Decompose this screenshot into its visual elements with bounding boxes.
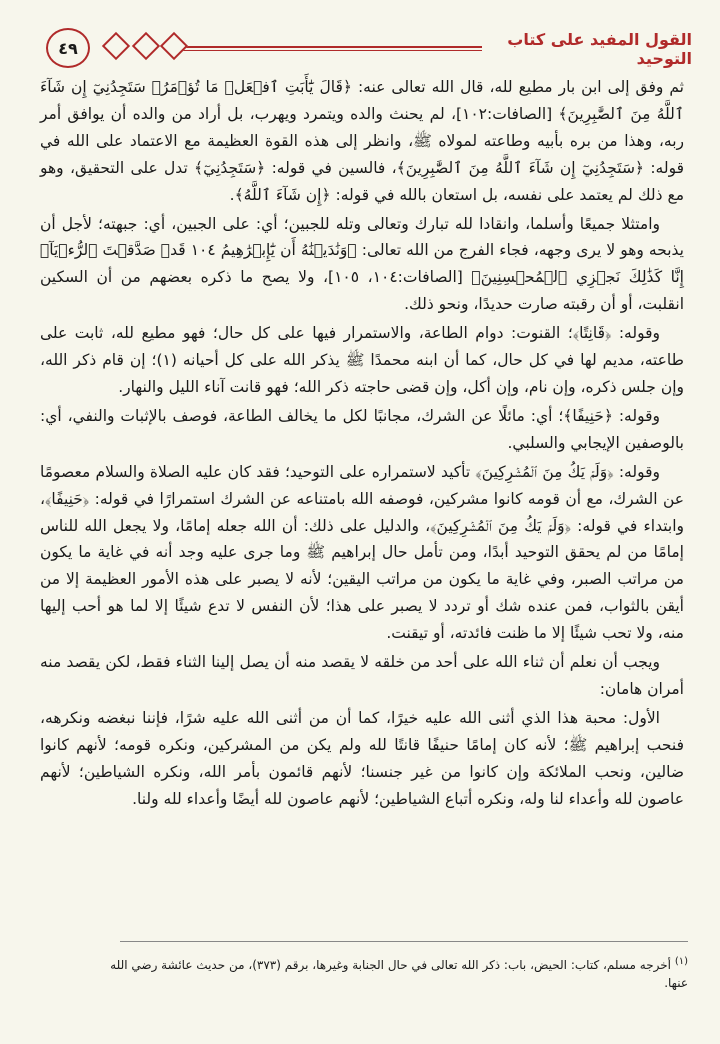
paragraph: وقوله: ﴿وَلَمۡ يَكُ مِنَ ٱلۡمُشۡرِكِينَ﴾ تأكيد لاستمراره على التوحيد؛ فقد كان عليه الصلاة والسلام معصومًا عن الشرك، مع أن قومه كانوا مشركين، فوصفه الله بامتناعه عن الشرك استمرارًا في قوله: ﴿حَنِيفًا﴾، وابتداء في قوله: ﴿وَلَمۡ يَكُ مِنَ ٱلۡمُشۡرِكِينَ﴾، والدليل على ذلك: أن الله جعله إمامًا، ولا يجعل الله للناس إمامًا من لم يحقق التوحيد أبدًا، ومن تأمل حال إبراهيم ﷺ وما جرى عليه وجد أنه في غاية ما يكون من مراتب الصبر، وفي غاية ما يكون من مراتب اليقين؛ لأنه لا يصبر على هذه الأمور العظيمة إلا من أيقن بالثواب، فمن عنده شك أو تردد لا يصبر على هذا؛ لأن النفس لا تدع شيئًا إلا لما هو أحب إليها منه، ولا تحب شيئًا إلا ما ظنت فائدته، أو تيقنت. — [40, 462, 684, 643]
body-text — [40, 72, 684, 814]
diamond-ornament-icon — [102, 32, 130, 60]
paragraph: وقوله: ﴿حَنِيفًا﴾؛ أي: مائلًا عن الشرك، مجانبًا لكل ما يخالف الطاعة، فوصف بالإثبات والنفي، أي: بالوصفين الإيجابي والسلبي. — [40, 406, 684, 452]
page-number: ٤٩ — [46, 28, 90, 68]
paragraph: وامتثلا جميعًا وأسلما، وانقادا لله تبارك وتعالى وتله للجبين؛ أي: على الجبين، أي: جبهته؛ لأجل أن يذبحه وهو لا يرى وجهه، فجاء الفرج من الله تعالى: ﴿وَنَٰدَيۡنَٰهُ أَن يَٰٓإِبۡرَٰهِيمُ ١٠٤ قَدۡ صَدَّقۡتَ ٱلرُّءۡيَآۚ إِنَّا كَذَٰلِكَ نَجۡزِي ٱلۡمُحۡسِنِينَ﴾ [الصافات:١٠٤، ١٠٥]، ولا يصح ما ذكره بعضهم من أن السكين انقلبت، أو أن رقبته صارت حديدًا، ونحو ذلك. — [40, 214, 684, 314]
footnote — [110, 953, 688, 992]
footnote-divider — [120, 941, 688, 942]
paragraph: ثم وفق إلى ابن بار مطيع لله، قال الله تعالى عنه: ﴿قَالَ يَٰٓأَبَتِ ٱفۡعَلۡ مَا تُؤۡمَرُۖ سَتَجِدُنِيٓ إِن شَآءَ ٱللَّهُ مِنَ ٱلصَّٰبِرِينَ﴾ [الصافات:١٠٢]، لم يحنث والده ويتمرد ويهرب، بل أراد من والده أن يوافق أمر ربه، وهذا من بره بأبيه وطاعته لمولاه ﷺ، وانظر إلى هذه القوة العظيمة مع الاعتماد على الله في قوله: ﴿سَتَجِدُنِيٓ إِن شَآءَ ٱللَّهُ مِنَ ٱلصَّٰبِرِينَ﴾، فالسين في قوله: ﴿سَتَجِدُنِيٓ﴾ تدل على التحقيق، وهو مع ذلك لم يعتمد على نفسه، بل استعان بالله في قوله: ﴿إِن شَآءَ ٱللَّهُ﴾. — [40, 78, 684, 204]
page-header — [28, 22, 692, 66]
paragraph: وقوله: ﴿قَانِتًا﴾؛ القنوت: دوام الطاعة، والاستمرار فيها على كل حال؛ فهو مطيع لله، ثابت على طاعته، مديم لها في كل حال، كما أن ابنه محمدًا ﷺ يذكر الله على كل أحيانه (١)؛ إن قام ذكر الله، وإن جلس ذكره، وإن نام، وإن أكل، وإن قضى حاجته ذكر الله؛ فهو قانت آناء الليل والنهار. — [40, 324, 684, 396]
book-title: القول المفيد على كتاب التوحيد — [507, 30, 692, 68]
footnote-text: أخرجه مسلم، كتاب: الحيض، باب: ذكر الله تعالى في حال الجنابة وغيرها، برقم (٣٧٣)، من حديث عائشة رضي الله عنها. — [110, 958, 688, 990]
header-rule-thin — [178, 50, 482, 51]
paragraph: ويجب أن نعلم أن ثناء الله على أحد من خلقه لا يقصد منه أن يصل إلينا الثناء فقط، لكن يقصد منه أمران هامان: — [40, 653, 684, 698]
header-rule — [178, 46, 482, 48]
paragraph: الأول: محبة هذا الذي أثنى الله عليه خيرًا، كما أن من أثنى الله عليه شرًا، فإننا نبغضه ونكرهه، فنحب إبراهيم ﷺ؛ لأنه كان إمامًا حنيفًا قانتًا لله ولم يكن من المشركين، ونكره قومه؛ لأنهم كانوا ضالين، ونحب الملائكة وإن كانوا من غير جنسنا؛ لأنهم قائمون بأمر الله، ونكره الشياطين؛ لأنهم عاصون لله وأعداء لنا وله، ونكره أتباع الشياطين؛ لأنهم عاصون لله أيضًا وأعداء لله ولنا. — [40, 708, 684, 808]
diamond-ornament-icon — [160, 32, 188, 60]
footnote-marker: (١) — [674, 956, 688, 967]
diamond-ornament-icon — [132, 32, 160, 60]
